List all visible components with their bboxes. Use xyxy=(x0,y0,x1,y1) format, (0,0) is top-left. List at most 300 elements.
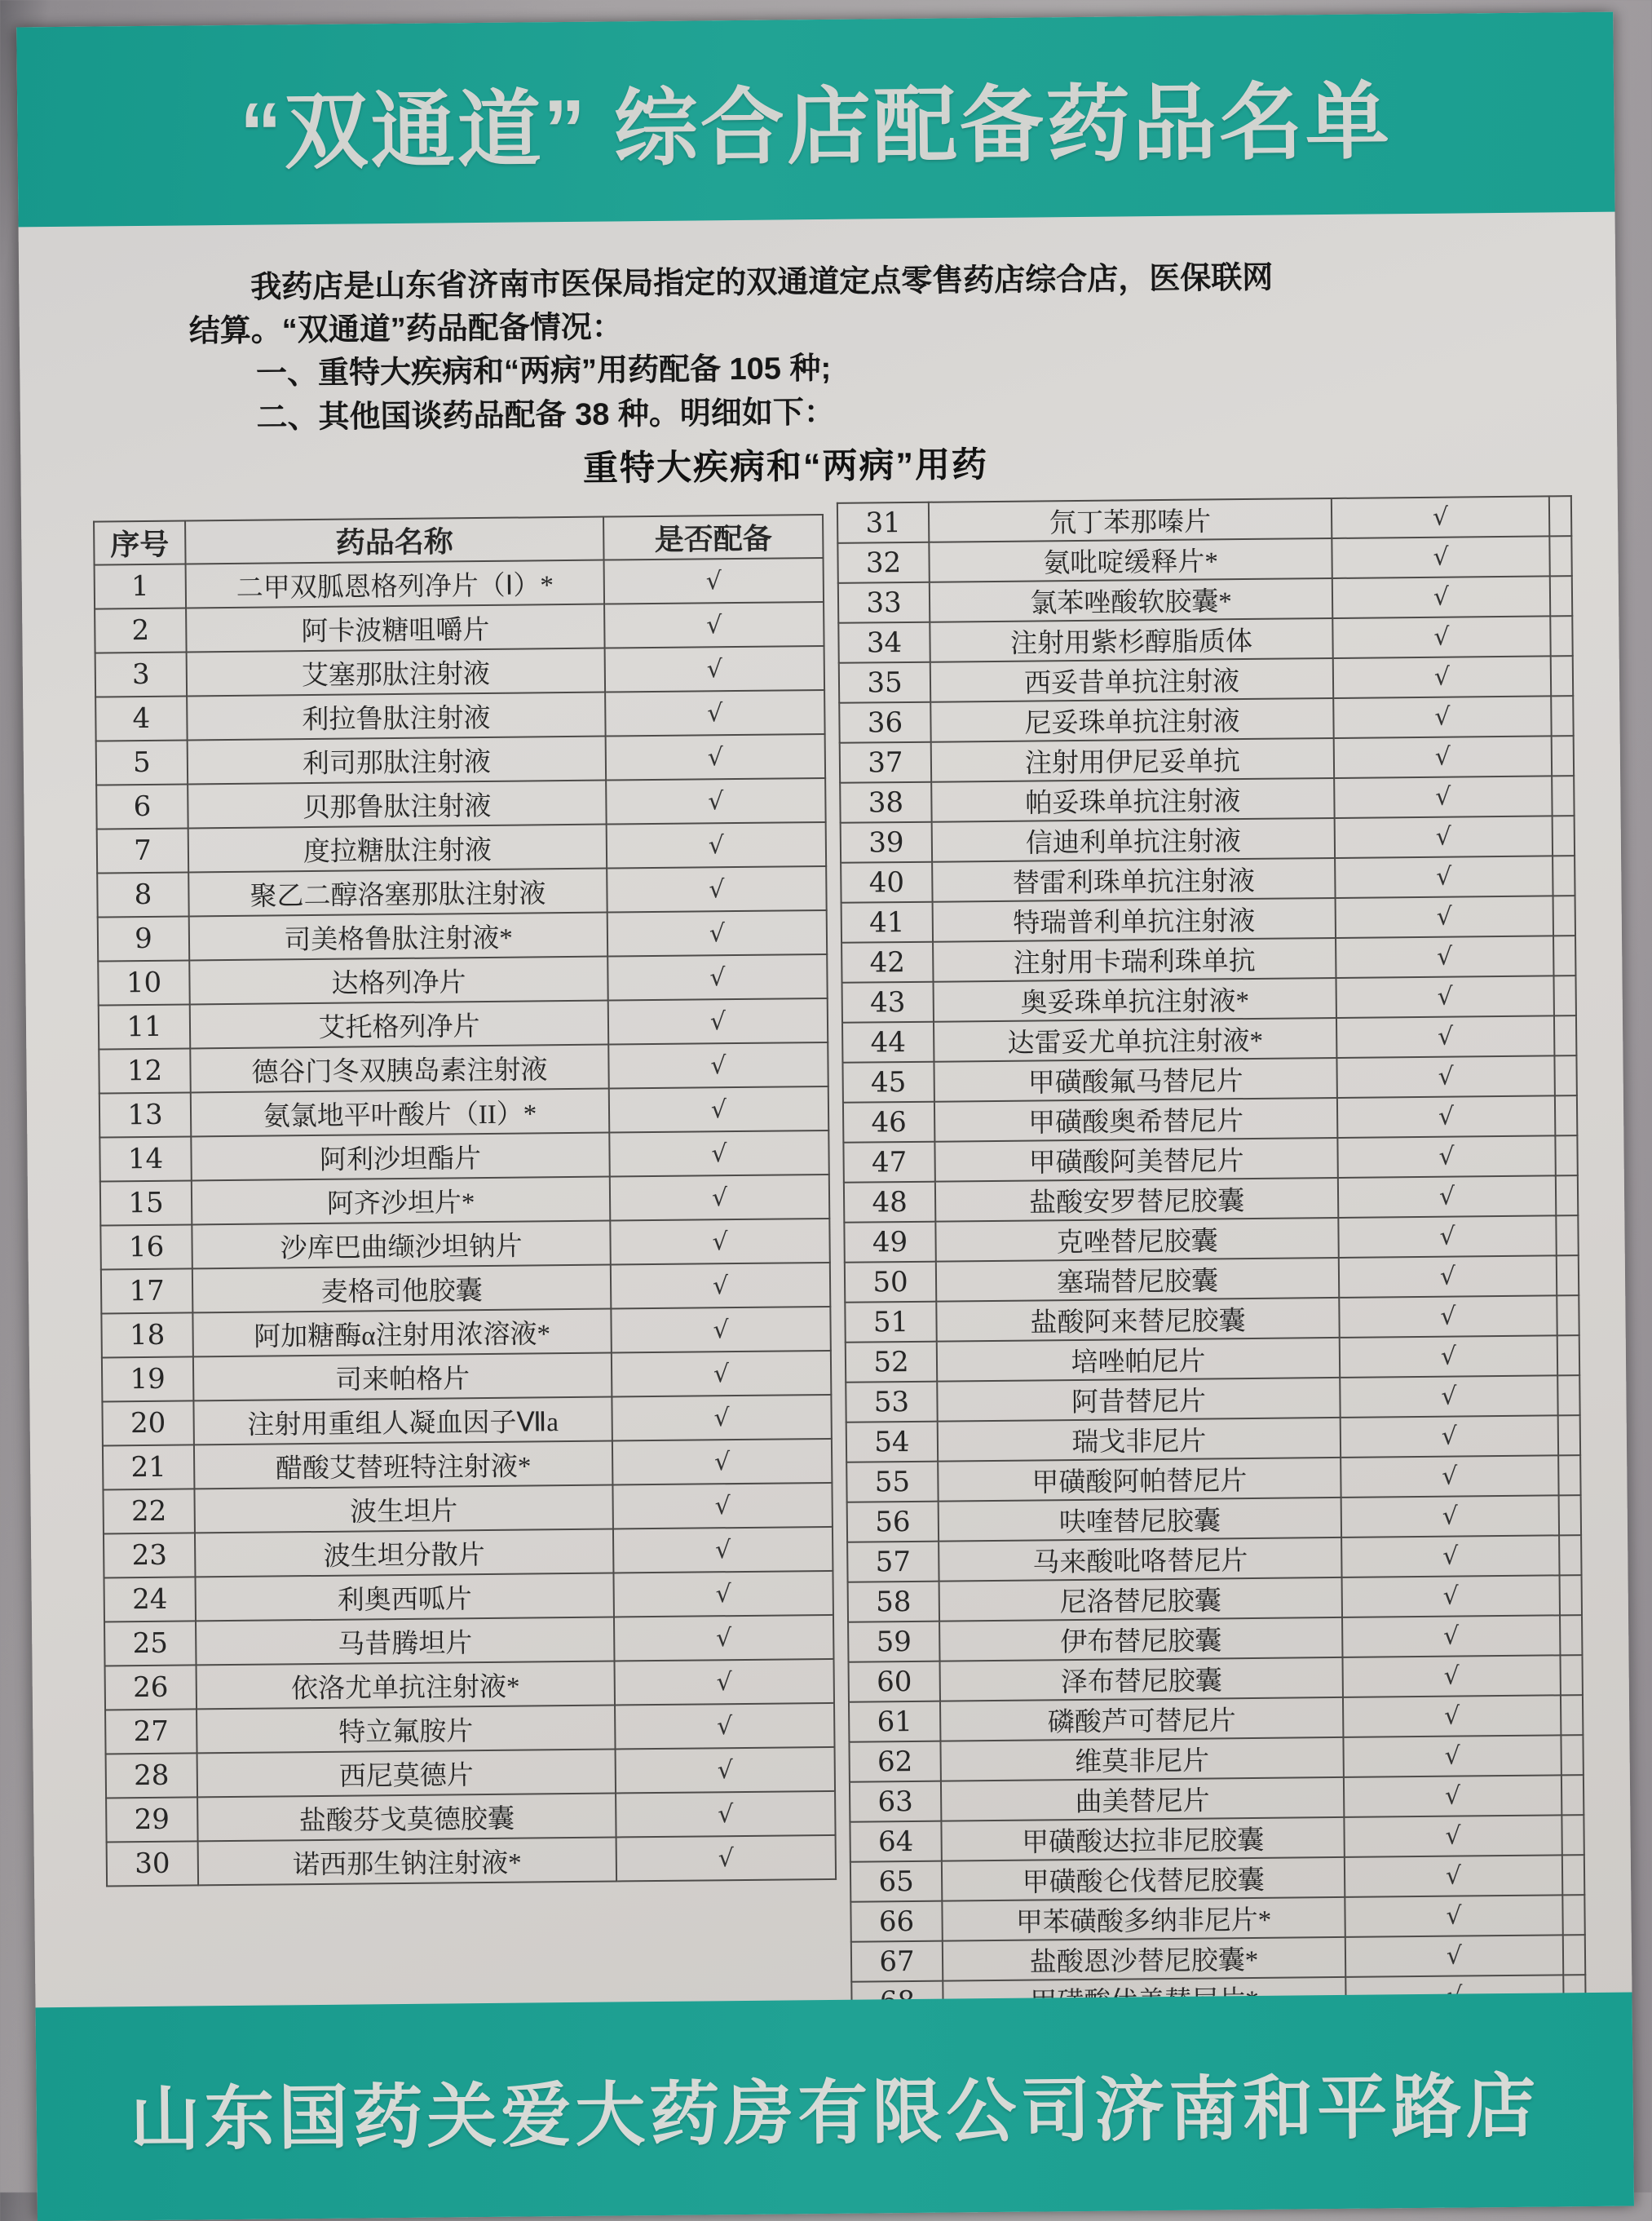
row-index: 40 xyxy=(841,862,932,903)
row-index: 63 xyxy=(850,1781,941,1822)
table-row xyxy=(837,496,1571,543)
stub-cell xyxy=(1552,776,1574,816)
table-row xyxy=(842,1015,1576,1063)
equipped-check: √ xyxy=(1332,616,1550,658)
drug-name: 聚乙二醇洛塞那肽注射液 xyxy=(188,869,607,917)
row-index: 38 xyxy=(840,782,931,823)
drug-name: 麦格司他胶囊 xyxy=(192,1265,611,1313)
stub-cell xyxy=(1552,736,1574,776)
table-row xyxy=(98,954,827,1006)
drug-name: 甲磺酸仑伐替尼胶囊 xyxy=(942,1857,1345,1901)
table-row xyxy=(104,1571,833,1622)
table-row xyxy=(850,1775,1584,1822)
row-index: 56 xyxy=(847,1502,939,1542)
table-row xyxy=(95,602,824,653)
stub-cell xyxy=(1557,1335,1579,1375)
equipped-check: √ xyxy=(1337,1095,1555,1138)
table-row xyxy=(845,1255,1579,1303)
row-index: 17 xyxy=(101,1268,193,1313)
equipped-check: √ xyxy=(1343,1735,1561,1777)
row-index: 64 xyxy=(850,1821,941,1862)
table-row xyxy=(103,1439,832,1490)
drug-name: 阿利沙坦酯片 xyxy=(191,1133,609,1181)
equipped-check: √ xyxy=(1345,1895,1562,1937)
drug-name: 司美格鲁肽注射液* xyxy=(189,913,607,961)
equipped-check: √ xyxy=(616,1835,837,1882)
drug-name: 阿卡波糖咀嚼片 xyxy=(186,604,604,653)
table-row xyxy=(844,1215,1578,1263)
row-index: 66 xyxy=(850,1901,942,1942)
table-row xyxy=(842,976,1576,1023)
drug-name: 波生坦片 xyxy=(194,1485,612,1533)
drug-list-poster xyxy=(16,12,1634,2221)
row-index: 20 xyxy=(102,1400,194,1445)
table-row xyxy=(840,736,1574,783)
stub-cell xyxy=(1553,856,1575,896)
table-row xyxy=(104,1527,833,1578)
row-index: 25 xyxy=(104,1621,197,1666)
table-row xyxy=(102,1395,831,1446)
table-row xyxy=(106,1747,835,1798)
row-index: 23 xyxy=(104,1533,196,1577)
drug-name: 贝那鲁肽注射液 xyxy=(188,781,606,829)
table-row xyxy=(99,998,828,1050)
intro-line-1: 我药店是山东省济南市医保局指定的双通道定点零售药店综合店，医保联网 xyxy=(250,260,1274,305)
table-row xyxy=(847,1535,1581,1582)
drug-name: 马昔腾坦片 xyxy=(196,1617,614,1666)
row-index: 29 xyxy=(106,1797,198,1842)
equipped-check: √ xyxy=(1339,1295,1557,1338)
row-index: 3 xyxy=(95,652,188,697)
equipped-check: √ xyxy=(1341,1415,1558,1458)
equipped-check: √ xyxy=(1336,976,1553,1018)
table-row xyxy=(101,1263,830,1314)
row-index: 60 xyxy=(849,1661,940,1702)
stub-cell xyxy=(1550,576,1572,616)
table-row xyxy=(849,1735,1583,1782)
stub-cell xyxy=(1556,1175,1578,1215)
stub-cell xyxy=(1553,936,1575,976)
row-index: 2 xyxy=(95,608,187,653)
equipped-check: √ xyxy=(604,602,824,648)
table-row xyxy=(103,1483,832,1534)
equipped-check: √ xyxy=(1341,1495,1559,1537)
equipped-check: √ xyxy=(1334,736,1552,778)
row-index: 32 xyxy=(837,542,929,583)
drug-name: 氘丁苯那嗪片 xyxy=(929,498,1332,542)
table-row xyxy=(105,1703,834,1754)
table-row xyxy=(843,1135,1577,1183)
stub-cell xyxy=(1554,1015,1576,1055)
intro-item-1: 一、重特大疾病和“两病”用药配备 105 种; xyxy=(255,352,832,392)
table-row xyxy=(840,776,1574,823)
row-index: 49 xyxy=(844,1222,935,1263)
row-index: 11 xyxy=(99,1004,191,1049)
equipped-check: √ xyxy=(613,1527,833,1573)
equipped-check: √ xyxy=(1335,816,1553,858)
table-row xyxy=(842,1055,1576,1103)
drug-name: 注射用伊尼妥单抗 xyxy=(931,738,1334,782)
equipped-check: √ xyxy=(614,1659,834,1706)
drug-name: 克唑替尼胶囊 xyxy=(935,1218,1338,1262)
equipped-check: √ xyxy=(612,1351,832,1397)
table-row xyxy=(100,1219,829,1270)
row-index: 30 xyxy=(107,1841,199,1886)
table-row xyxy=(843,1095,1577,1143)
table-row xyxy=(102,1351,831,1402)
equipped-check: √ xyxy=(1342,1655,1560,1697)
equipped-check: √ xyxy=(1343,1695,1561,1737)
drug-name: 奥妥珠单抗注射液* xyxy=(934,978,1336,1022)
drug-name: 达雷妥尤单抗注射液* xyxy=(934,1018,1336,1062)
table-row xyxy=(106,1791,835,1843)
table-row xyxy=(104,1615,833,1666)
table-row xyxy=(841,816,1575,863)
equipped-check: √ xyxy=(1339,1255,1557,1298)
table-row xyxy=(99,1086,828,1138)
drug-name: 盐酸芬戈莫德胶囊 xyxy=(197,1793,616,1841)
drug-name: 西尼莫德片 xyxy=(197,1749,616,1797)
header-band xyxy=(16,12,1614,228)
equipped-check: √ xyxy=(1342,1575,1560,1617)
equipped-check: √ xyxy=(612,1483,833,1529)
stub-cell xyxy=(1553,816,1575,856)
row-index: 47 xyxy=(843,1142,934,1183)
drug-name: 阿昔替尼片 xyxy=(937,1378,1340,1422)
drug-name: 特立氟胺片 xyxy=(197,1705,615,1753)
table-row xyxy=(846,1375,1579,1422)
section-title: 重特大疾病和“两病”用药 xyxy=(582,445,989,489)
row-index: 50 xyxy=(845,1262,936,1303)
equipped-check: √ xyxy=(1336,896,1553,938)
table-row xyxy=(844,1175,1578,1223)
table-row xyxy=(101,1307,830,1358)
stub-cell xyxy=(1560,1615,1582,1655)
drug-name: 盐酸阿来替尼胶囊 xyxy=(936,1298,1339,1342)
drug-name: 阿加糖酶α注射用浓溶液* xyxy=(192,1309,611,1357)
row-index: 34 xyxy=(838,622,930,663)
row-index: 15 xyxy=(100,1180,192,1225)
row-index: 4 xyxy=(95,696,188,741)
intro-line-2: 结算。“双通道”药品配备情况： xyxy=(188,310,624,349)
drug-name: 艾塞那肽注射液 xyxy=(187,648,605,697)
equipped-check: √ xyxy=(1341,1535,1559,1577)
equipped-check: √ xyxy=(1333,656,1551,698)
equipped-check: √ xyxy=(612,1439,833,1485)
table-row xyxy=(97,866,826,918)
stub-cell xyxy=(1559,1535,1581,1575)
drug-name: 尼妥珠单抗注射液 xyxy=(930,698,1333,742)
drug-name: 甲磺酸阿美替尼片 xyxy=(934,1138,1337,1182)
table-row xyxy=(848,1615,1582,1662)
footer-band xyxy=(36,1993,1634,2221)
row-index: 5 xyxy=(96,740,188,785)
table-row xyxy=(851,1935,1585,1982)
stub-cell xyxy=(1559,1495,1581,1535)
row-index: 58 xyxy=(848,1582,939,1622)
equipped-check: √ xyxy=(1332,536,1549,578)
table-row xyxy=(848,1575,1582,1622)
stub-cell xyxy=(1553,976,1575,1015)
stub-cell xyxy=(1561,1695,1583,1735)
drug-name: 利拉鲁肽注射液 xyxy=(187,692,605,741)
drug-name: 盐酸恩沙替尼胶囊* xyxy=(943,1937,1345,1981)
table-row xyxy=(850,1815,1584,1862)
row-index: 41 xyxy=(841,902,933,943)
equipped-check: √ xyxy=(609,1086,829,1133)
table-row xyxy=(849,1655,1583,1702)
row-index: 27 xyxy=(105,1709,197,1754)
equipped-check: √ xyxy=(1345,1855,1562,1897)
row-index: 57 xyxy=(847,1542,939,1582)
stub-cell xyxy=(1562,1855,1584,1895)
drug-name: 伊布替尼胶囊 xyxy=(939,1617,1342,1661)
row-index: 24 xyxy=(104,1577,196,1622)
row-index: 8 xyxy=(97,872,189,917)
row-index: 39 xyxy=(841,822,932,863)
stub-cell xyxy=(1553,896,1575,936)
drug-name: 氯苯唑酸软胶囊* xyxy=(930,578,1332,622)
drug-name: 磷酸芦可替尼片 xyxy=(940,1697,1343,1741)
row-index: 13 xyxy=(99,1092,192,1137)
row-index: 67 xyxy=(851,1941,943,1982)
drug-name: 阿齐沙坦片* xyxy=(192,1177,610,1225)
table-header-row xyxy=(94,515,823,565)
equipped-check: √ xyxy=(607,866,827,913)
equipped-check: √ xyxy=(1344,1775,1561,1817)
row-index: 9 xyxy=(98,916,190,961)
table-row xyxy=(107,1835,836,1887)
row-index: 37 xyxy=(840,742,931,783)
equipped-check: √ xyxy=(1332,576,1550,618)
table-row xyxy=(95,690,824,741)
table-row xyxy=(849,1695,1583,1742)
stub-cell xyxy=(1549,496,1571,536)
row-index: 18 xyxy=(101,1312,193,1357)
table-row xyxy=(841,896,1575,943)
drug-name: 注射用卡瑞利珠单抗 xyxy=(933,938,1336,982)
equipped-check: √ xyxy=(1340,1375,1557,1418)
table-row xyxy=(97,822,826,874)
stub-cell xyxy=(1555,1095,1577,1135)
equipped-check: √ xyxy=(607,954,828,1001)
stub-cell xyxy=(1561,1735,1583,1775)
drug-name: 维莫非尼片 xyxy=(940,1737,1343,1781)
row-index: 65 xyxy=(850,1861,942,1902)
header-equipped: 是否配备 xyxy=(603,515,823,560)
table-row xyxy=(838,576,1572,623)
drug-name: 替雷利珠单抗注射液 xyxy=(932,858,1335,902)
stub-cell xyxy=(1549,536,1571,576)
equipped-check: √ xyxy=(614,1615,834,1661)
row-index: 42 xyxy=(841,942,933,983)
row-index: 53 xyxy=(846,1382,937,1422)
row-index: 61 xyxy=(849,1701,940,1742)
drug-name: 甲磺酸奥希替尼片 xyxy=(934,1098,1337,1142)
row-index: 55 xyxy=(846,1462,938,1502)
stub-cell xyxy=(1561,1815,1584,1855)
equipped-check: √ xyxy=(1337,1135,1555,1178)
table-row xyxy=(850,1855,1584,1902)
drug-name: 依洛尤单抗注射液* xyxy=(197,1661,615,1709)
poster-title: “双通道” 综合店配备药品名单 xyxy=(239,73,1393,179)
table-row xyxy=(95,558,824,609)
table-row xyxy=(96,778,825,830)
equipped-check: √ xyxy=(607,822,827,869)
stub-cell xyxy=(1555,1135,1577,1175)
equipped-check: √ xyxy=(608,998,828,1045)
equipped-check: √ xyxy=(609,1130,829,1177)
drug-name: 艾托格列净片 xyxy=(190,1001,608,1049)
row-index: 21 xyxy=(103,1445,195,1489)
stub-cell xyxy=(1562,1895,1584,1935)
drug-name: 盐酸安罗替尼胶囊 xyxy=(935,1178,1338,1222)
header-drug-name: 药品名称 xyxy=(185,517,603,564)
table-row xyxy=(98,910,827,962)
equipped-check: √ xyxy=(1332,496,1549,538)
drug-name: 沙库巴曲缬沙坦钠片 xyxy=(192,1221,610,1269)
table-row xyxy=(99,1042,828,1094)
drug-name: 德谷门冬双胰岛素注射液 xyxy=(190,1045,608,1093)
row-index: 19 xyxy=(102,1356,194,1401)
stub-cell xyxy=(1554,1055,1576,1095)
table-row xyxy=(841,936,1575,983)
row-index: 54 xyxy=(846,1422,938,1462)
row-index: 6 xyxy=(96,784,188,829)
row-index: 16 xyxy=(100,1224,192,1269)
equipped-check: √ xyxy=(1338,1215,1556,1258)
intro-item-2: 二、其他国谈药品配备 38 种。明细如下： xyxy=(256,395,836,436)
equipped-check: √ xyxy=(604,558,824,604)
drug-name: 利奥西呱片 xyxy=(195,1573,613,1622)
equipped-check: √ xyxy=(611,1307,831,1353)
equipped-check: √ xyxy=(1338,1175,1556,1218)
drug-name: 甲磺酸达拉非尼胶囊 xyxy=(941,1817,1344,1861)
header-index: 序号 xyxy=(94,520,186,564)
stub-cell xyxy=(1550,616,1572,656)
equipped-check: √ xyxy=(616,1791,836,1838)
drug-name: 瑞戈非尼片 xyxy=(938,1418,1341,1462)
equipped-check: √ xyxy=(1342,1615,1560,1657)
drug-name: 马来酸吡咯替尼片 xyxy=(939,1537,1341,1582)
drug-name: 度拉糖肽注射液 xyxy=(188,825,607,873)
drug-name: 甲磺酸氟马替尼片 xyxy=(934,1058,1336,1102)
stub-cell xyxy=(1560,1575,1582,1615)
equipped-check: √ xyxy=(1336,1055,1554,1098)
drug-name: 泽布替尼胶囊 xyxy=(940,1657,1343,1701)
drug-name: 醋酸艾替班特注射液* xyxy=(194,1441,612,1489)
stub-cell xyxy=(1551,696,1573,736)
stub-cell xyxy=(1557,1255,1579,1295)
stub-cell xyxy=(1560,1655,1582,1695)
drug-name: 甲苯磺酸多纳非尼片* xyxy=(942,1897,1345,1941)
equipped-check: √ xyxy=(1333,696,1551,738)
table-row xyxy=(847,1495,1581,1542)
equipped-check: √ xyxy=(612,1395,832,1441)
table-row xyxy=(99,1130,828,1182)
drug-name: 利司那肽注射液 xyxy=(188,737,606,785)
table-row xyxy=(100,1175,829,1226)
stub-cell xyxy=(1563,1935,1585,1975)
pharmacy-name: 山东国药关爱大药房有限公司济南和平路店 xyxy=(129,2067,1540,2160)
drug-name: 西妥昔单抗注射液 xyxy=(930,658,1333,702)
drug-name: 尼洛替尼胶囊 xyxy=(939,1577,1342,1622)
table-row xyxy=(837,536,1571,583)
equipped-check: √ xyxy=(1334,776,1552,818)
row-index: 52 xyxy=(846,1342,937,1383)
equipped-check: √ xyxy=(1344,1815,1561,1857)
table-row xyxy=(105,1659,834,1710)
equipped-check: √ xyxy=(616,1747,836,1794)
drug-table-right-body xyxy=(837,496,1586,2022)
row-index: 48 xyxy=(844,1182,935,1223)
drug-name: 二甲双胍恩格列净片（Ⅰ）* xyxy=(186,560,604,608)
drug-name: 塞瑞替尼胶囊 xyxy=(936,1258,1339,1302)
drug-name: 达格列净片 xyxy=(189,957,607,1005)
row-index: 28 xyxy=(106,1753,198,1798)
equipped-check: √ xyxy=(1345,1935,1563,1977)
row-index: 10 xyxy=(98,960,190,1005)
drug-name: 氨氯地平叶酸片（II）* xyxy=(191,1089,609,1137)
row-index: 51 xyxy=(845,1302,936,1343)
stub-cell xyxy=(1557,1295,1579,1335)
table-row xyxy=(838,616,1572,663)
row-index: 33 xyxy=(838,582,930,623)
table-row xyxy=(96,734,825,785)
row-index: 14 xyxy=(99,1136,192,1181)
table-row xyxy=(850,1895,1584,1942)
row-index: 26 xyxy=(105,1665,197,1710)
equipped-check: √ xyxy=(1336,936,1553,978)
stub-cell xyxy=(1558,1455,1580,1495)
drug-name: 信迪利单抗注射液 xyxy=(932,818,1335,862)
intro-paragraph xyxy=(188,254,1475,440)
equipped-check: √ xyxy=(607,910,828,957)
equipped-check: √ xyxy=(615,1703,835,1750)
row-index: 1 xyxy=(95,564,187,608)
equipped-check: √ xyxy=(605,646,825,692)
table-row xyxy=(841,856,1575,903)
equipped-check: √ xyxy=(1335,856,1553,898)
equipped-check: √ xyxy=(606,734,826,781)
row-index: 59 xyxy=(848,1622,939,1662)
drug-name: 注射用紫杉醇脂质体 xyxy=(930,618,1332,662)
table-row xyxy=(839,696,1573,743)
row-index: 62 xyxy=(849,1741,940,1782)
equipped-check: √ xyxy=(1340,1335,1557,1378)
drug-table-right xyxy=(837,495,1587,2023)
drug-name: 波生坦分散片 xyxy=(195,1529,613,1577)
row-index: 22 xyxy=(103,1489,195,1533)
drug-name: 培唑帕尼片 xyxy=(937,1338,1340,1382)
row-index: 43 xyxy=(842,982,934,1023)
table-row xyxy=(95,646,824,697)
equipped-check: √ xyxy=(1341,1455,1558,1498)
stub-cell xyxy=(1551,656,1573,696)
stub-cell xyxy=(1558,1415,1580,1455)
drug-name: 氨吡啶缓释片* xyxy=(929,538,1332,582)
equipped-check: √ xyxy=(605,690,825,737)
drug-name: 诺西那生钠注射液* xyxy=(198,1837,616,1885)
drug-name: 帕妥珠单抗注射液 xyxy=(931,778,1334,822)
row-index: 12 xyxy=(99,1048,191,1093)
drug-name: 司来帕格片 xyxy=(193,1353,612,1401)
row-index: 45 xyxy=(842,1062,934,1103)
equipped-check: √ xyxy=(613,1571,833,1617)
equipped-check: √ xyxy=(610,1219,830,1265)
row-index: 46 xyxy=(843,1102,934,1143)
table-row xyxy=(846,1455,1580,1502)
